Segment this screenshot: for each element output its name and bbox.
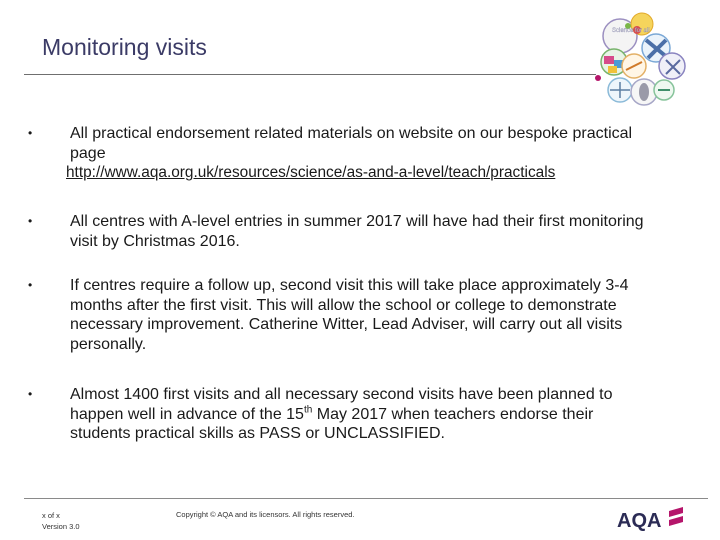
footer-divider: [24, 498, 708, 499]
science-collage-icon: [595, 13, 685, 105]
bullet-marker: •: [28, 214, 33, 228]
bullet-text: [66, 124, 650, 183]
aqa-brand-text: AQA: [617, 510, 662, 531]
science-for-all-logo: [590, 8, 716, 112]
footer-page-info: [42, 510, 80, 532]
bullet-marker: •: [28, 278, 33, 292]
practicals-page-link[interactable]: http://www.aqa.org.uk/resources/science/as-and-a-level/teach/practicals: [66, 164, 556, 181]
logo-text: Science for all: [612, 28, 650, 34]
aqa-flag-icon: [669, 507, 683, 517]
bullet-marker: •: [28, 126, 33, 140]
bullet-text: If centres require a follow up, second visit this will take place approximately 3-4 months after the first visit. This will allow the school or college to demonstrate necessary improvement. Catherine Witter, Lead Adviser, will carry out all visits personally.: [70, 277, 629, 353]
bullet-text: [70, 385, 650, 444]
bullet-marker: •: [28, 387, 33, 401]
aqa-flag-icon: [669, 516, 683, 526]
aqa-logo: [617, 507, 683, 531]
slide-title: Monitoring visits: [42, 34, 207, 60]
copyright-notice: Copyright © AQA and its licensors. All rights reserved.: [176, 510, 355, 519]
title-divider: [24, 74, 596, 75]
ordinal-suffix: th: [303, 404, 313, 416]
version-label: Version 3.0: [42, 522, 80, 531]
page-number: x of x: [42, 511, 60, 520]
bullet-text: All centres with A-level entries in summer 2017 will have had their first monitoring visit by Christmas 2016.: [70, 213, 644, 250]
bullet-body: All practical endorsement related materials on website on our bespoke practical page: [70, 125, 633, 162]
bullet-body: Almost 1400 first visits and all necessary second visits have been planned to happen well in advance of the 15: [70, 386, 613, 423]
bullet-body-continued: May 2017 when teachers endorse their students practical skills as PASS or UNCLASSIFIED.: [70, 405, 594, 442]
